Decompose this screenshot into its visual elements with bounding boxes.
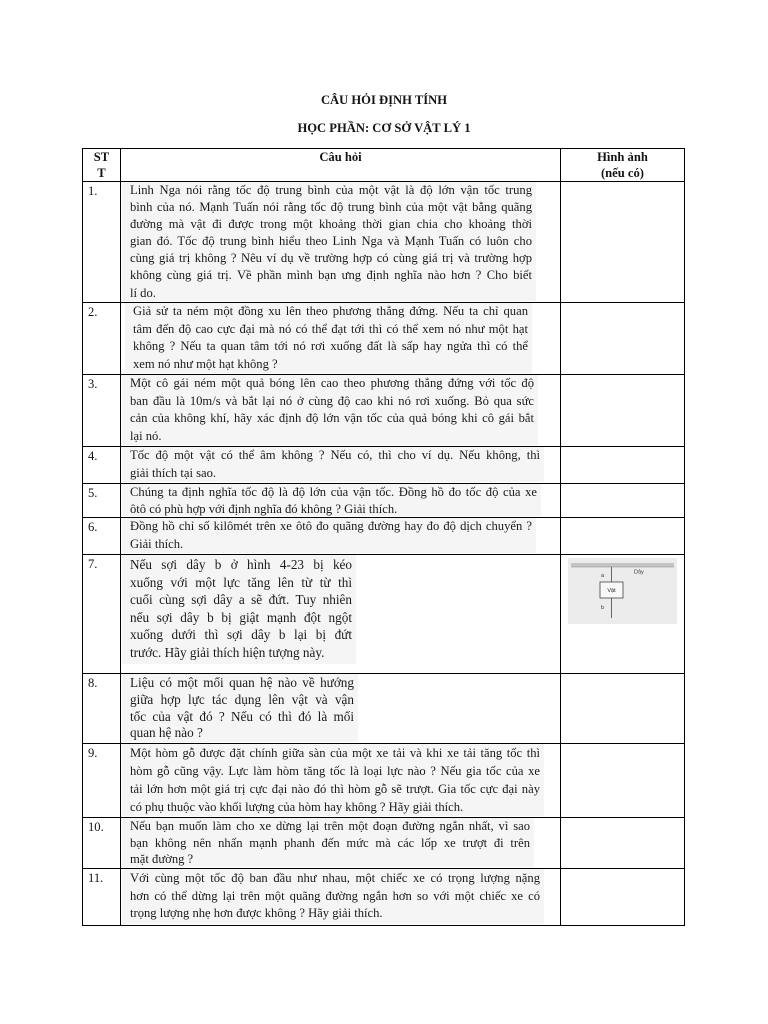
question-text	[130, 818, 530, 868]
question-text-line: đường mà vật đi được trong một khoảng thời gian chia cho khoảng thời	[130, 217, 532, 232]
question-text	[130, 870, 540, 923]
table-row-border	[82, 483, 685, 484]
question-text-line: mặt đường ?	[130, 852, 194, 867]
table-row	[82, 374, 685, 446]
question-text-line: Giả sử ta ném một đồng xu lên theo phương thẳng đứng. Nếu ta chỉ quan	[133, 304, 528, 318]
table-row-border	[82, 181, 685, 182]
question-number: 5.	[88, 486, 98, 500]
table-row-border	[82, 446, 685, 447]
question-text	[130, 556, 352, 662]
table-row	[82, 673, 685, 743]
table-column-border	[684, 148, 685, 926]
question-text-line: Liệu có một mối quan hệ nào về hướng	[130, 675, 354, 690]
header-stt-line: T	[97, 166, 106, 180]
question-text-line: Đồng hồ chỉ số kilômét trên xe ôtô đo quãng đường hay đo độ dịch chuyển ?	[130, 519, 532, 533]
table-row	[82, 517, 685, 554]
table-row-border	[82, 743, 685, 744]
question-number: 7.	[88, 557, 98, 571]
table-column-border	[82, 148, 83, 926]
question-text	[130, 518, 532, 553]
question-text-line: gian đó. Tốc độ trung bình hiểu theo Linh Nga và Mạnh Tuấn có luôn cho	[130, 234, 532, 249]
question-text-line: cuối cùng sợi dây a sẽ đứt. Tuy nhiên	[130, 592, 352, 608]
question-text-line: tốc của vật đó ? Nếu có thì đó là mối	[130, 708, 354, 724]
table-row	[82, 181, 685, 302]
table-row-border	[82, 673, 685, 674]
question-text-line: tâm đến độ cao cực đại mà nó có thể đạt tới thì có thể xem nó như một hạt	[133, 321, 528, 336]
question-text-line: lại nó.	[130, 428, 162, 443]
table-row	[82, 817, 685, 868]
question-text-line: xuống với một lực tăng lên từ từ thì	[130, 574, 352, 590]
question-text-line: Một hòm gỗ được đặt chính giữa sàn của một xe tải và khi xe tải tăng tốc thì	[130, 746, 540, 760]
question-text-line: giải thích tại sao.	[130, 465, 217, 480]
question-text-line: Với cùng một tốc độ ban đầu như nhau, một chiếc xe có trọng lượng nặng	[130, 871, 540, 885]
question-text-line: hòm gỗ cũng vậy. Lực làm hòm tăng tốc là loại lực nào ? Nếu gia tốc của xe	[130, 764, 540, 778]
header-stt-line: ST	[93, 150, 110, 164]
question-text-line: Giải thích.	[130, 536, 184, 551]
question-text-line: Nếu bạn muốn làm cho xe dừng lại trên một đoạn đường ngắn nhất, vì sao	[130, 819, 530, 833]
question-text-line: không cùng giá trị. Về phần mình bạn ưng định nghĩa nào hơn ? Cho biết	[130, 268, 532, 283]
table-row-border	[82, 374, 685, 375]
table-row-border	[82, 817, 685, 818]
question-text-line: có phụ thuộc vào khối lượng của hòm hay không ? Hãy giải thích.	[130, 800, 464, 814]
block-label: Vật	[607, 588, 616, 594]
string-a-label: a	[601, 573, 605, 579]
course-title: HỌC PHẦN: CƠ SỞ VẬT LÝ 1	[297, 121, 471, 135]
question-text-line: bạn không nên nhấn mạnh phanh đến mức mà các lốp xe trượt đi trên	[130, 835, 530, 850]
header-image	[561, 149, 684, 181]
question-text-line: Nếu sợi dây b ở hình 4-23 bị kéo	[130, 557, 352, 572]
question-number: 4.	[88, 449, 98, 463]
question-number: 11.	[88, 871, 104, 885]
table-row	[82, 483, 685, 517]
table-row-border	[82, 925, 685, 926]
question-text-line: cùng giá trị không ? Nêu ví dụ về trường hợp có cùng giá trị và trường hợp	[130, 251, 532, 266]
question-text-line: bình của nó. Mạnh Tuấn nói rằng tốc độ trung bình của một vật bằng quãng	[130, 200, 532, 215]
question-text	[133, 303, 528, 374]
question-text-line: Tốc độ một vật có thể âm không ? Nếu có, thì cho ví dụ. Nếu không, thì	[130, 448, 540, 462]
question-number: 9.	[88, 746, 98, 760]
table-row	[82, 743, 685, 817]
question-number: 6.	[88, 520, 98, 534]
question-text-line: xem nó như một hạt không ?	[133, 357, 278, 372]
header-image-line: Hình ảnh	[597, 150, 648, 164]
question-text-line: giữa hợp lực tác dụng lên vật và vận	[130, 691, 354, 707]
table-row-border	[82, 148, 685, 149]
table-row-border	[82, 554, 685, 555]
question-text-line: cản của không khí, hãy xác định độ lớn vận tốc của quả bóng khi cô gái bắt	[130, 411, 534, 425]
string-b-label: b	[601, 605, 605, 611]
question-text-line: xuống dưới thì sợi dây b lại bị đứt	[130, 627, 352, 643]
question-number: 10.	[88, 820, 104, 834]
table-row-border	[82, 868, 685, 869]
header-question: Câu hỏi	[319, 150, 362, 164]
question-text-line: ôtô có phù hợp với định nghĩa đó không ? Giải thích.	[130, 501, 398, 516]
question-text-line: không ? Nếu ta quan tâm tới nó rơi xuống đất là sấp hay ngửa thì có thể	[133, 339, 528, 354]
question-text-line: tải lớn hơn một giá trị cực đại nào đó thì hòm gỗ sẽ trượt. Gia tốc cực đại này	[130, 782, 540, 796]
header-image-line: (nếu có)	[600, 166, 645, 180]
question-text-line: nếu sợi dây b bị giật mạnh đột ngột	[130, 609, 352, 625]
table-column-border	[560, 148, 561, 926]
ceiling-label: Dây	[634, 569, 644, 576]
question-text-line: trước. Hãy giải thích hiện tượng này.	[130, 644, 325, 660]
question-text-line: Một cô gái ném một quả bóng lên cao theo phương thẳng đứng với tốc độ	[130, 376, 534, 390]
question-text-line: Chúng ta định nghĩa tốc độ là độ lớn của vận tốc. Đồng hồ đo tốc độ của xe	[130, 485, 537, 499]
table-row	[82, 554, 685, 673]
table-row-border	[82, 302, 685, 303]
question-number: 8.	[88, 676, 98, 690]
header-stt	[83, 149, 120, 181]
question-text	[130, 375, 534, 445]
table-row	[82, 868, 685, 925]
question-text	[130, 484, 537, 517]
question-text	[130, 675, 354, 742]
question-number: 3.	[88, 377, 98, 391]
question-text	[130, 447, 540, 482]
document-title: CÂU HỎI ĐỊNH TÍNH	[320, 93, 448, 107]
question-text	[130, 744, 540, 816]
question-text-line: quan hệ nào ?	[130, 725, 203, 741]
table-column-border	[120, 148, 121, 926]
question-number: 1.	[88, 184, 98, 198]
table-row	[82, 302, 685, 374]
table-row-border	[82, 517, 685, 518]
question-text	[130, 182, 532, 302]
question-text-line: trọng lượng nhẹ hơn được không ? Hãy giải thích.	[130, 906, 383, 920]
question-text-line: lí do.	[130, 285, 156, 300]
question-text-line: Linh Nga nói rằng tốc độ trung bình của một vật là độ lớn vận tốc trung	[130, 183, 532, 197]
question-text-line: ban đầu là 10m/s và bắt lại nó ở cùng độ cao khi nó rơi xuống. Bỏ qua sức	[130, 393, 534, 408]
question-number: 2.	[88, 305, 98, 319]
question-text-line: hơn có thể dừng lại trên một quãng đường ngắn hơn so với một chiếc xe có	[130, 888, 540, 903]
table-row	[82, 446, 685, 483]
